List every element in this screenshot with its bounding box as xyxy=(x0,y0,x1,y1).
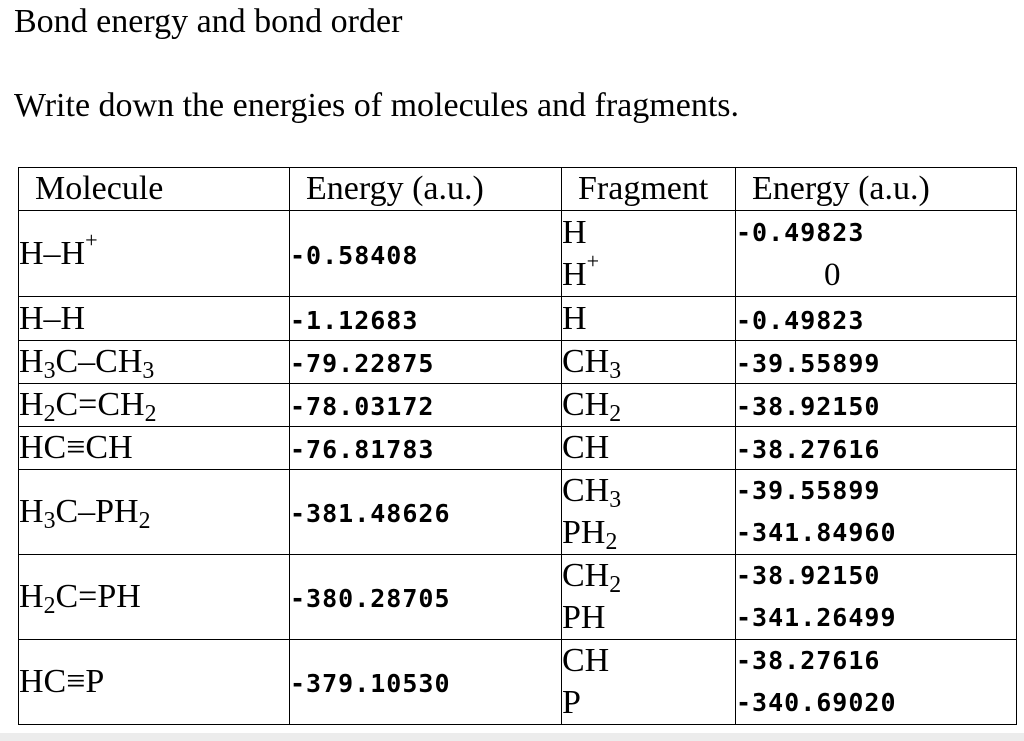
fragment-name: P xyxy=(562,684,581,721)
header-fragment: Fragment xyxy=(562,168,736,211)
molecule-energy-cell xyxy=(290,297,562,341)
molecule-energy-cell xyxy=(290,555,562,640)
fragment-energy-value: -39.55899 xyxy=(736,349,881,378)
molecule-energy-value: -76.81783 xyxy=(290,435,435,464)
molecule-energy-cell xyxy=(290,384,562,427)
header-molecule: Molecule xyxy=(19,168,290,211)
fragment-cell xyxy=(562,470,736,555)
fragment-energy-value: -340.69020 xyxy=(736,688,897,717)
fragment-energy-value: -0.49823 xyxy=(736,305,865,335)
fragment-energy-cell xyxy=(736,384,1017,427)
molecule-formula: HC≡P xyxy=(19,663,105,700)
molecule-cell: $H_2C=CH_2$ xyxy=(19,384,290,427)
fragment-energy-cell xyxy=(736,427,1017,470)
fragment-energy-cell xyxy=(736,297,1017,341)
fragment-energy-value: -38.27616 xyxy=(736,646,881,675)
molecule-energy-value: -79.22875 xyxy=(290,349,435,378)
energy-table xyxy=(18,167,1017,725)
fragment-energy-cell xyxy=(736,470,1017,555)
fragment-energy-cell xyxy=(736,341,1017,384)
molecule-energy-cell xyxy=(290,640,562,725)
molecule-cell: $H_2C=PH$ xyxy=(19,555,290,640)
fragment-energy-value: 0 xyxy=(824,256,841,293)
fragment-name: $CH_2$ xyxy=(562,557,622,598)
fragment-energy-value: -341.84960 xyxy=(736,518,897,547)
molecule-energy-cell xyxy=(290,470,562,555)
molecule-cell xyxy=(19,640,290,725)
fragment-energy-value: -341.26499 xyxy=(736,603,897,632)
fragment-cell xyxy=(562,211,736,297)
fragment-energy-cell xyxy=(736,555,1017,640)
molecule-energy-cell xyxy=(290,211,562,297)
molecule-formula: HC≡CH xyxy=(19,429,133,466)
fragment-name: CH xyxy=(562,642,610,679)
fragment-name: $CH_3$ xyxy=(562,472,622,513)
molecule-cell xyxy=(19,427,290,470)
table-row xyxy=(19,341,1017,384)
table-row xyxy=(19,470,1017,555)
molecule-cell: $H_3C-PH_2$ xyxy=(19,470,290,555)
instruction-text: Write down the energies of molecules and fragments. xyxy=(14,87,739,124)
fragment-name: H+ xyxy=(562,247,600,293)
table-row xyxy=(19,384,1017,427)
fragment-cell xyxy=(562,297,736,341)
page-bottom-edge xyxy=(0,733,1024,741)
molecule-cell xyxy=(19,211,290,297)
molecule-energy-value: -1.12683 xyxy=(290,305,419,335)
fragment-energy-cell xyxy=(736,211,1017,297)
fragment-cell: $CH_2$ xyxy=(562,384,736,427)
table-row xyxy=(19,211,1017,297)
fragment-cell: CH xyxy=(562,427,736,470)
molecule-energy-value: -78.03172 xyxy=(290,392,435,421)
molecule-energy-value: -379.10530 xyxy=(290,669,451,698)
table-row xyxy=(19,555,1017,640)
molecule-energy-value: -380.28705 xyxy=(290,584,451,613)
fragment-energy-value: -38.92150 xyxy=(736,561,881,590)
molecule-formula: H–H xyxy=(19,299,86,337)
fragment-energy-value: -0.49823 xyxy=(736,217,865,247)
fragment-energy-value: -38.27616 xyxy=(736,435,881,464)
molecule-cell xyxy=(19,297,290,341)
molecule-energy-value: -381.48626 xyxy=(290,499,451,528)
fragment-name: PH xyxy=(562,599,606,636)
molecule-formula: H–H xyxy=(19,234,86,272)
table-row xyxy=(19,427,1017,470)
table-header-row xyxy=(19,168,1017,211)
table-row xyxy=(19,640,1017,725)
fragment-energy-value: -39.55899 xyxy=(736,476,881,505)
charge-superscript: + xyxy=(85,226,98,252)
fragment-cell xyxy=(562,640,736,725)
molecule-energy-cell xyxy=(290,427,562,470)
fragment-cell: $CH_3$ xyxy=(562,341,736,384)
header-energy-molecule: Energy (a.u.) xyxy=(290,168,562,211)
table-row xyxy=(19,297,1017,341)
fragment-name: $PH_2$ xyxy=(562,514,618,555)
molecule-cell: $H_3C-CH_3$ xyxy=(19,341,290,384)
molecule-energy-cell xyxy=(290,341,562,384)
fragment-cell xyxy=(562,555,736,640)
fragment-name: H xyxy=(562,213,587,251)
document-title: Bond energy and bond order xyxy=(14,3,403,40)
fragment-name: H xyxy=(562,299,587,337)
fragment-energy-cell xyxy=(736,640,1017,725)
molecule-energy-value: -0.58408 xyxy=(290,240,419,270)
fragment-energy-value: -38.92150 xyxy=(736,392,881,421)
header-energy-fragment: Energy (a.u.) xyxy=(736,168,1017,211)
